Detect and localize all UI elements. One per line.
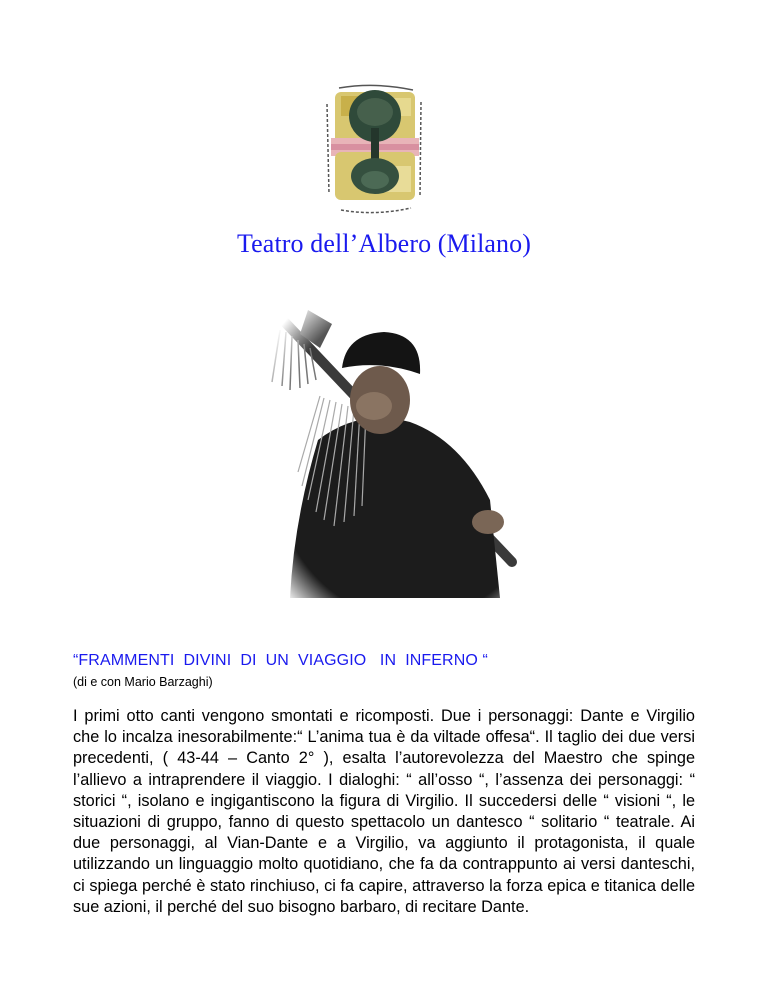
page-title: Teatro dell’Albero (Milano) (237, 229, 531, 258)
description-paragraph: I primi otto canti vengono smontati e ricomposti. Due i personaggi: Dante e Virgilio che lo incalza inesorabilmente:“ L’anima tua è da viltade offesa“. Il taglio dei due versi precedenti, ( 43-44 – Canto 2° ), esalta l’autorevolezza del Maestro che spinge l’allievo a intraprendere il viaggio. I dialoghi: “ all’osso “, l’assenza dei personaggi: “ storici “, isolano e ingigantiscono la figura di Virgilio. Il succedersi delle “ visioni “, le situazioni di gruppo, fanno di questo spettacolo un dantesco “ solitario “ teatrale. Ai due personaggi, al Vian-Dante e a Virgilio, va aggiunto il protagonista, il quale utilizzando un linguaggio molto quotidiano, che fa da contrappunto ai versi danteschi, ci spiega perché è stato rinchiuso, ci fa capire, attraverso la forza epica e titanica delle sue azioni, il perché del suo bisogno barbaro, di recitare Dante. (73, 707, 695, 916)
show-credit: (di e con Mario Barzaghi) (73, 675, 213, 689)
show-title: “FRAMMENTI DIVINI DI UN VIAGGIO IN INFERNO “ (73, 652, 488, 669)
actor-with-staff-photo (250, 290, 520, 598)
tree-seal-logo (323, 84, 427, 218)
